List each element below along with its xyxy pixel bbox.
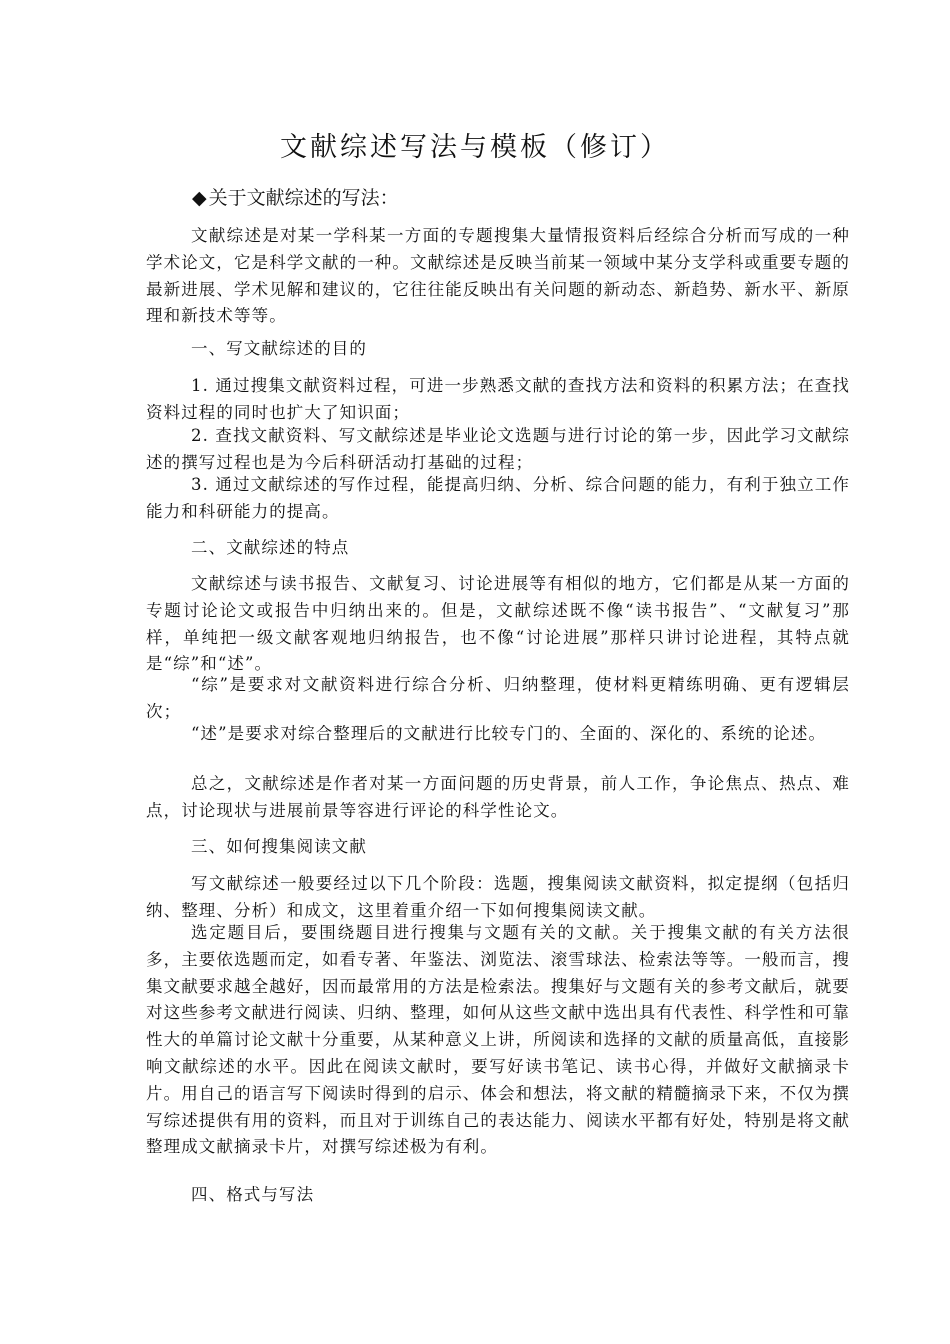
section-heading-collect: 三、如何搜集阅读文献 [191, 837, 367, 856]
purpose-item-1: 1. 通过搜集文献资料过程，可进一步熟悉文献的查找方法和资料的积累方法；在查找资料过程的同时也扩大了知识面； [146, 376, 850, 422]
collect-paragraph-2: 选定题目后，要围绕题目进行搜集与文题有关的文献。关于搜集文献的有关方法很多，主要依选题而定，如看专著、年鉴法、浏览法、滚雪球法、检索法等等。一般而言，搜集文献要求越全越好，因而最常用的方法是检索法。搜集好与文题有关的参考文献后，就要对这些参考文献进行阅读、归纳、整理，如何从这些文献中选出具有代表性、科学性和可靠性大的单篇讨论文献十分重要，从某种意义上讲，所阅读和选择的文献的质量高低，直接影响文献综述的水平。因此在阅读文献时，要写好读书笔记、读书心得，并做好文献摘录卡片。用自己的语言写下阅读时得到的启示、体会和想法，将文献的精髓摘录下来，不仅为撰写综述提供有用的资料，而且对于训练自己的表达能力、阅读水平都有好处，特别是将文献整理成文献摘录卡片，对撰写综述极为有利。 [146, 923, 850, 1157]
purpose-item-3: 3. 通过文献综述的写作过程，能提高归纳、分析、综合问题的能力，有利于独立工作能力和科研能力的提高。 [146, 475, 850, 521]
features-paragraph-3: “述”是要求对综合整理后的文献进行比较专门的、全面的、深化的、系统的论述。 [191, 724, 827, 743]
section-heading-purpose: 一、写文献综述的目的 [191, 339, 367, 358]
diamond-bullet-icon: ◆ [192, 187, 207, 209]
section-heading-format: 四、格式与写法 [191, 1185, 315, 1204]
features-paragraph-1: 文献综述与读书报告、文献复习、讨论进展等有相似的地方，它们都是从某一方面的专题讨论论文或报告中归纳出来的。但是，文献综述既不像“读书报告”、“文献复习”那样，单纯把一级文献客观地归纳报告，也不像“讨论进展”那样只讲讨论进程，其特点就是“综”和“述”。 [146, 574, 850, 674]
section-heading-features: 二、文献综述的特点 [191, 538, 350, 557]
features-paragraph-4: 总之，文献综述是作者对某一方面问题的历史背景，前人工作，争论焦点、热点、难点，讨论现状与进展前景等容进行评论的科学性论文。 [146, 774, 850, 820]
purpose-item-2: 2. 查找文献资料、写文献综述是毕业论文选题与进行讨论的第一步，因此学习文献综述的撰写过程也是为今后科研活动打基础的过程； [146, 426, 850, 472]
collect-paragraph-1: 写文献综述一般要经过以下几个阶段：选题，搜集阅读文献资料，拟定提纲（包括归纳、整理、分析）和成文，这里着重介绍一下如何搜集阅读文献。 [146, 874, 850, 920]
section-heading-main [192, 183, 399, 213]
intro-paragraph: 文献综述是对某一学科某一方面的专题搜集大量情报资料后经综合分析而写成的一种学术论文，它是科学文献的一种。文献综述是反映当前某一领域中某分支学科或重要专题的最新进展、学术见解和建议的，它往往能反映出有关问题的新动态、新趋势、新水平、新原理和新技术等等。 [146, 226, 850, 326]
heading-text: 关于文献综述的写法： [208, 187, 399, 209]
features-paragraph-2: “综”是要求对文献资料进行综合分析、归纳整理，使材料更精练明确、更有逻辑层次； [146, 675, 850, 721]
document-title: 文献综述写法与模板（修订） [280, 132, 670, 163]
